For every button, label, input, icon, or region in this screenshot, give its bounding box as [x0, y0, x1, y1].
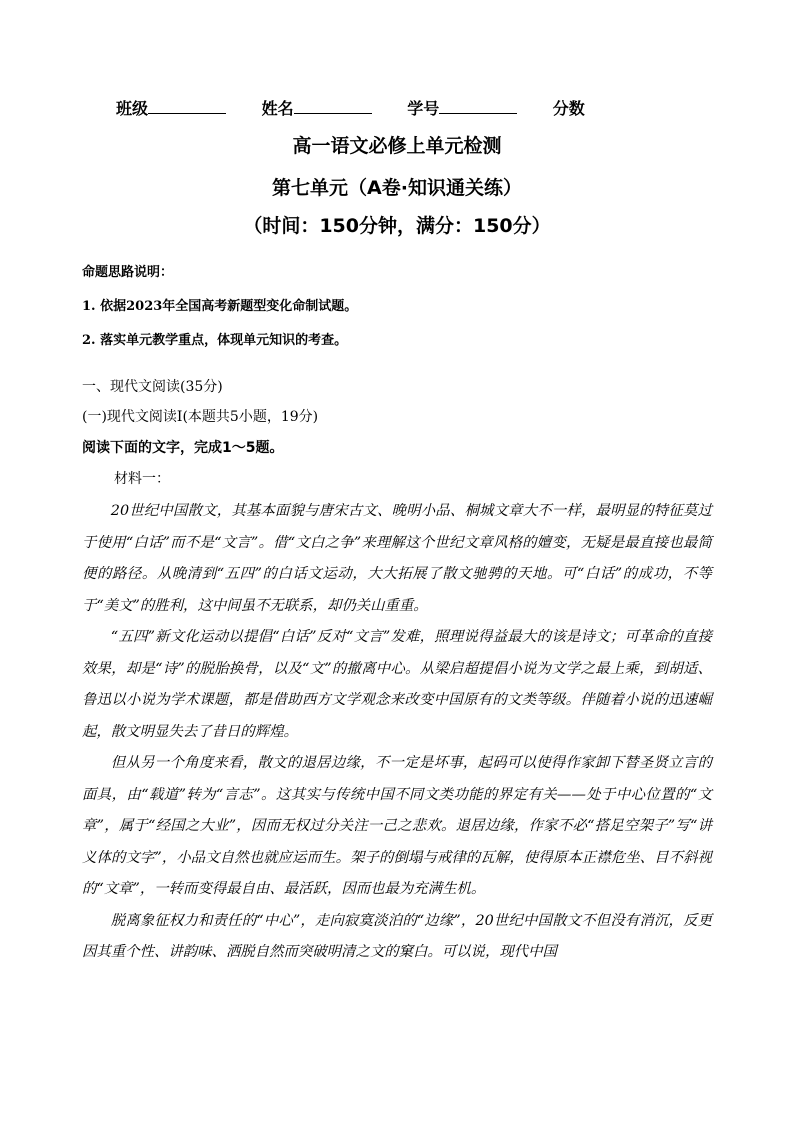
passage-paragraph: 但从另一个角度来看，散文的退居边缘，不一定是坏事，起码可以使得作家卸下替圣贤立言的面具，由“载道”转为“言志”。这其实与传统中国不同文类功能的界定有关——处于中心位置的“文章”，属于“经国之大业”，因而无权过分关注一己之悲欢。退居边缘，作家不必“搭足空架子”写“讲义体的文字”，小品文自然也就应运而生。架子的倒塌与戒律的瓦解，使得原本正襟危坐、目不斜视的“文章”，一转而变得最自由、最活跃，因而也最为充满生机。 [82, 755, 712, 897]
student-id-blank[interactable] [439, 99, 517, 114]
subsection-heading: (一)现代文阅读Ⅰ(本题共5小题，19分) [82, 409, 319, 425]
passage-paragraph: 脱离象征权力和责任的“中心”，走向寂寞淡泊的“边缘”，20世纪中国散文不但没有消沉，反更因其重个性、讲韵味、洒脱自然而突破明清之文的窠白。可以说，现代中国 [82, 912, 712, 960]
score-label: 分数 [552, 99, 585, 118]
material-label: 材料一： [114, 471, 170, 487]
reading-instruction: 阅读下面的文字，完成1～5题。 [82, 440, 284, 456]
student-id-field [407, 96, 517, 119]
time-score-info: （时间：150分钟，满分：150分） [243, 215, 551, 237]
design-note-item: 2. 落实单元教学重点，体现单元知识的考查。 [82, 333, 348, 348]
passage-paragraph: 20世纪中国散文，其基本面貌与唐宋古文、晚明小品、桐城文章大不一样，最明显的特征莫过于使用“白话”而不是“文言”。借“文白之争”来理解这个世纪文章风格的嬗变，无疑是最直接也最简便的路径。从晚清到“五四”的白话文运动，大大拓展了散文驰骋的天地。可“白话”的成功，不等于“美文”的胜利，这中间虽不无联系，却仍关山重重。 [82, 503, 712, 614]
name-blank[interactable] [294, 99, 372, 114]
score-field [553, 96, 585, 119]
section-heading: 一、现代文阅读(35分) [82, 379, 223, 395]
student-info-fields [116, 96, 615, 119]
name-label: 姓名 [261, 99, 294, 118]
design-note-item: 1. 依据2023年全国高考新题型变化命制试题。 [82, 299, 358, 314]
design-notes-heading: 命题思路说明： [82, 265, 174, 280]
reading-passage [82, 496, 712, 969]
student-id-label: 学号 [407, 99, 440, 118]
name-field [262, 96, 372, 119]
passage-paragraph: “五四”新文化运动以提倡“白话”反对“文言”发难，照理说得益最大的该是诗文；可革命的直接效果，却是“诗”的脱胎换骨，以及“文”的撤离中心。从梁启超提倡小说为文学之最上乘，到胡适、鲁迅以小说为学术课题，都是借助西方文学观念来改变中国原有的文类等级。伴随着小说的迅速崛起，散文明显失去了昔日的辉煌。 [82, 629, 712, 740]
exam-title: 高一语文必修上单元检测 [292, 135, 502, 157]
class-blank[interactable] [148, 99, 226, 114]
class-field [116, 96, 226, 119]
class-label: 班级 [116, 99, 149, 118]
design-notes [82, 256, 357, 358]
unit-title: 第七单元（A卷·知识通关练） [272, 177, 522, 199]
